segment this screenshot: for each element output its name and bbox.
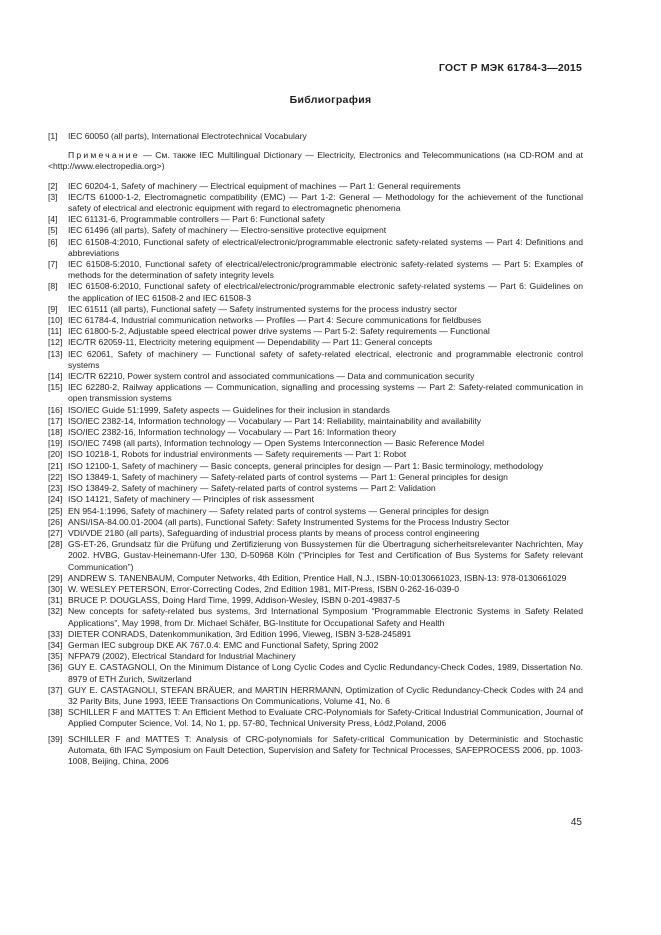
- reference-number: [38]: [48, 707, 63, 718]
- reference-item: [48, 506, 583, 517]
- reference-number: [37]: [48, 684, 63, 695]
- reference-item: [48, 528, 583, 539]
- reference-text: IEC 61496 (all parts), Safety of machinery — Electro-sensitive protective equipment: [68, 225, 387, 236]
- reference-number: [34]: [48, 639, 63, 650]
- reference-number: [6]: [48, 236, 58, 247]
- reference-item: [48, 225, 583, 236]
- reference-item: [48, 438, 583, 449]
- reference-number: [13]: [48, 348, 63, 359]
- reference-item: [48, 349, 583, 371]
- reference-number: [16]: [48, 404, 63, 415]
- reference-number: [14]: [48, 371, 63, 382]
- reference-number: [18]: [48, 427, 63, 438]
- reference-item: [48, 382, 583, 404]
- reference-item: [48, 662, 583, 684]
- reference-text: ANSI/ISA-84.00.01-2004 (all parts), Functional Safety: Safety Instrumented Systems for the Process Industry Sector: [68, 516, 510, 527]
- reference-text: ISO/IEC 2382-16, Information technology — Vocabulary — Part 16: Information theory: [68, 427, 397, 438]
- reference-text: GUY E. CASTAGNOLI, On the Minimum Distance of Long Cyclic Codes and Cyclic Redundancy-Check Codes, 1989, Dissertation No. 8979 of ETH Zurich, Switzerland: [68, 662, 583, 684]
- reference-number: [7]: [48, 259, 58, 270]
- reference-item: [48, 281, 583, 303]
- reference-number: [33]: [48, 628, 63, 639]
- reference-item: [48, 494, 583, 505]
- reference-text: ISO/IEC 7498 (all parts), Information technology — Open Systems Interconnection — Basic Reference Model: [68, 438, 485, 449]
- note-paragraph: [48, 150, 583, 172]
- reference-number: [35]: [48, 651, 63, 662]
- reference-number: [1]: [48, 131, 58, 141]
- reference-number: [12]: [48, 337, 63, 348]
- reference-item: [48, 584, 583, 595]
- reference-item: [48, 326, 583, 337]
- reference-item: [48, 629, 583, 640]
- reference-text: ISO 13849-1, Safety of machinery — Safety-related parts of control systems — Part 1: General principles for design: [68, 471, 508, 482]
- reference-number: [28]: [48, 539, 63, 550]
- reference-text: IEC 61131-6, Programmable controllers — Part 6: Functional safety: [68, 214, 325, 225]
- reference-number: [30]: [48, 583, 63, 594]
- reference-item: [48, 483, 583, 494]
- reference-item: [48, 405, 583, 416]
- reference-text: IEC 61508-4:2010, Functional safety of electrical/electronic/programmable electronic safety-related systems — Part 4: Definitions and abbreviations: [68, 236, 583, 258]
- reference-item: [48, 371, 583, 382]
- reference-text: GUY E. CASTAGNOLI, STEFAN BRÄUER, and MARTIN HERRMANN, Optimization of Cyclic Redundancy-Check Codes with 24 and 32 Parity Bits, June 1993, IEEE Transactions On Communications, Volume 41, No. 6: [68, 684, 583, 706]
- reference-text: ISO/IEC Guide 51:1999, Safety aspects — Guidelines for their inclusion in standards: [68, 404, 390, 415]
- reference-text: GS-ET-26, Grundsatz für die Prüfung und Zertifizierung von Bussystemen für die Übertragung sicherheitsrelevanter Nachrichten, May 2002. HVBG, Gustav-Heinemann-Ufer 130, D-50968 Köln (“Principles for Test and Certification of Bus Systems for Safety relevant Communication”): [68, 539, 583, 572]
- reference-text: IEC 60050 (all parts), International Electrotechnical Vocabulary: [68, 131, 307, 141]
- reference-number: [11]: [48, 326, 62, 337]
- reference-item: [48, 237, 583, 259]
- reference-number: [39]: [48, 733, 63, 744]
- reference-number: [2]: [48, 180, 58, 191]
- reference-item: [48, 131, 583, 142]
- reference-item: [48, 606, 583, 628]
- reference-text: DIETER CONRADS, Datenkommunikation, 3rd Edition 1996, Vieweg, ISBN 3-528-245891: [68, 628, 412, 639]
- reference-number: [17]: [48, 415, 63, 426]
- page-number: 45: [570, 817, 582, 828]
- reference-item: [48, 734, 583, 768]
- reference-number: [9]: [48, 303, 58, 314]
- reference-item: [48, 651, 583, 662]
- reference-number: [19]: [48, 438, 63, 449]
- reference-item: [48, 304, 583, 315]
- reference-item: [48, 181, 583, 192]
- reference-text: SCHILLER F and MATTES T: An Efficient Method to Evaluate CRC-Polynomials for Safety-Critical Industrial Communication, Journal of Applied Computer Science, Vol. 14, No 1, pp. 57-80, Technical University Press, Łódź,Poland, 2006: [68, 707, 583, 729]
- reference-text: German IEC subgroup DKE AK 767.0.4: EMC and Functional Safety, Spring 2002: [68, 639, 379, 650]
- reference-text: W. WESLEY PETERSON, Error-Correcting Codes, 2nd Edition 1981, MIT-Press, ISBN 0-262-16-039-0: [68, 583, 460, 594]
- reference-number: [20]: [48, 449, 63, 460]
- reference-item: [48, 707, 583, 729]
- reference-number: [29]: [48, 572, 63, 583]
- reference-item: [48, 472, 583, 483]
- reference-item: [48, 214, 583, 225]
- reference-text: ISO/IEC 2382-14, Information technology — Vocabulary — Part 14: Reliability, maintainability and availability: [68, 415, 482, 426]
- reference-item: [48, 573, 583, 584]
- standard-code-header: ГОСТ Р МЭК 61784-3—2015: [438, 62, 582, 74]
- reference-item: [48, 259, 583, 281]
- reference-item: [48, 416, 583, 427]
- reference-text: SCHILLER F and MATTES T: Analysis of CRC-polynomials for Safety-critical Communication by Deterministic and Stochastic Automata, 6th IFAC Symposium on Fault Detection, Supervision and Safety for Technical Processes, SAFEPROCESS 2006, pp. 1003-1008, Beijing, China, 2006: [68, 733, 583, 766]
- reference-text: ISO 14121, Safety of machinery — Principles of risk assessment: [68, 494, 314, 505]
- bibliography-title: Библиография: [289, 94, 372, 106]
- reference-text: IEC 61800-5-2, Adjustable speed electrical power drive systems — Part 5-2: Safety requirements — Functional: [68, 326, 490, 337]
- reference-number: [3]: [48, 191, 58, 202]
- reference-item: [48, 517, 583, 528]
- note-text: — См. также IEC Multilingual Dictionary — Electricity, Electronics and Telecommunications (на CD-ROM and at <http://www.electropedia.org>): [48, 150, 583, 172]
- reference-number: [36]: [48, 662, 63, 673]
- reference-text: BRUCE P. DOUGLASS, Doing Hard Time, 1999, Addison-Wesley, ISBN 0-201-49837-5: [68, 595, 400, 606]
- reference-number: [32]: [48, 606, 63, 617]
- reference-number: [31]: [48, 595, 63, 606]
- reference-text: ISO 10218-1, Robots for industrial environments — Safety requirements — Part 1: Robot: [68, 449, 407, 460]
- reference-text: VDI/VDE 2180 (all parts), Safeguarding of industrial process plants by means of process control engineering: [68, 527, 480, 538]
- reference-number: [24]: [48, 494, 63, 505]
- reference-text: IEC/TR 62210, Power system control and associated communications — Data and communication security: [68, 371, 475, 382]
- reference-item: [48, 461, 583, 472]
- reference-item: [48, 595, 583, 606]
- reference-number: [26]: [48, 516, 63, 527]
- reference-text: IEC/TS 61000-1-2, Electromagnetic compatibility (EMC) — Part 1-2: General — Methodology for the achievement of the functional safety of electrical and electronic equipment with regard to electromagnetic phenomena: [68, 191, 583, 214]
- reference-list: [48, 181, 583, 768]
- reference-item: [48, 315, 583, 326]
- reference-item: [48, 539, 583, 573]
- note-label: Примечание: [68, 150, 140, 161]
- reference-text: ISO 13849-2, Safety of machinery — Safety-related parts of control systems — Part 2: Validation: [68, 483, 436, 494]
- reference-number: [25]: [48, 505, 63, 516]
- reference-text: IEC 61784-4, Industrial communication networks — Profiles — Part 4: Secure communications for fieldbuses: [68, 315, 482, 326]
- reference-item: [48, 337, 583, 348]
- reference-text: IEC 60204-1, Safety of machinery — Electrical equipment of machines — Part 1: General requirements: [68, 180, 461, 191]
- reference-text: NFPA79 (2002), Electrical Standard for Industrial Machinery: [68, 651, 296, 662]
- reference-item: [48, 685, 583, 707]
- reference-text: New concepts for safety-related bus systems, 3rd International Symposium “Programmable Electronic Systems in Safety Related Applications”, May 1998, from Dr. Michael Schäfer, BG-Institute for Occupational Safety and Health: [68, 606, 583, 628]
- reference-number: [8]: [48, 281, 58, 292]
- reference-item: [48, 640, 583, 651]
- reference-item: [48, 192, 583, 214]
- reference-number: [15]: [48, 382, 63, 393]
- reference-text: IEC 61508-5:2010, Functional safety of electrical/electronic/programmable electronic safety-related systems — Part 5: Examples of methods for the determination of safety integrity levels: [68, 259, 583, 281]
- reference-text: IEC/TR 62059-11, Electricity metering equipment — Dependability — Part 11: General concepts: [68, 337, 433, 348]
- reference-text: ANDREW S. TANENBAUM, Computer Networks, 4th Edition, Prentice Hall, N.J., ISBN-10:0130661023, ISBN-13: 978-0130661029: [68, 572, 567, 583]
- reference-number: [21]: [48, 460, 63, 471]
- reference-number: [5]: [48, 225, 58, 236]
- reference-number: [10]: [48, 315, 63, 326]
- reference-number: [22]: [48, 471, 63, 482]
- bibliography-list: [48, 131, 583, 767]
- reference-number: [4]: [48, 214, 58, 225]
- reference-number: [27]: [48, 527, 63, 538]
- reference-text: IEC 61511 (all parts), Functional safety — Safety instrumented systems for the process industry sector: [68, 303, 458, 314]
- reference-text: IEC 62061, Safety of machinery — Functional safety of safety-related electrical, electronic and programmable electronic control systems: [68, 348, 583, 370]
- reference-text: IEC 61508-6:2010, Functional safety of electrical/electronic/programmable electronic safety-related systems — Part 6: Guidelines on the application of IEC 61508-2 and IEC 61508-3: [68, 281, 583, 303]
- reference-text: ISO 12100-1, Safety of machinery — Basic concepts, general principles for design — Part 1: Basic terminology, methodology: [68, 460, 544, 471]
- reference-text: EN 954-1:1996, Safety of machinery — Safety related parts of control systems — General principles for design: [68, 505, 489, 516]
- reference-text: IEC 62280-2, Railway applications — Communication, signalling and processing systems — Part 2: Safety-related communication in open transmission systems: [68, 382, 583, 404]
- reference-item: [48, 449, 583, 460]
- reference-item: [48, 427, 583, 438]
- reference-number: [23]: [48, 483, 63, 494]
